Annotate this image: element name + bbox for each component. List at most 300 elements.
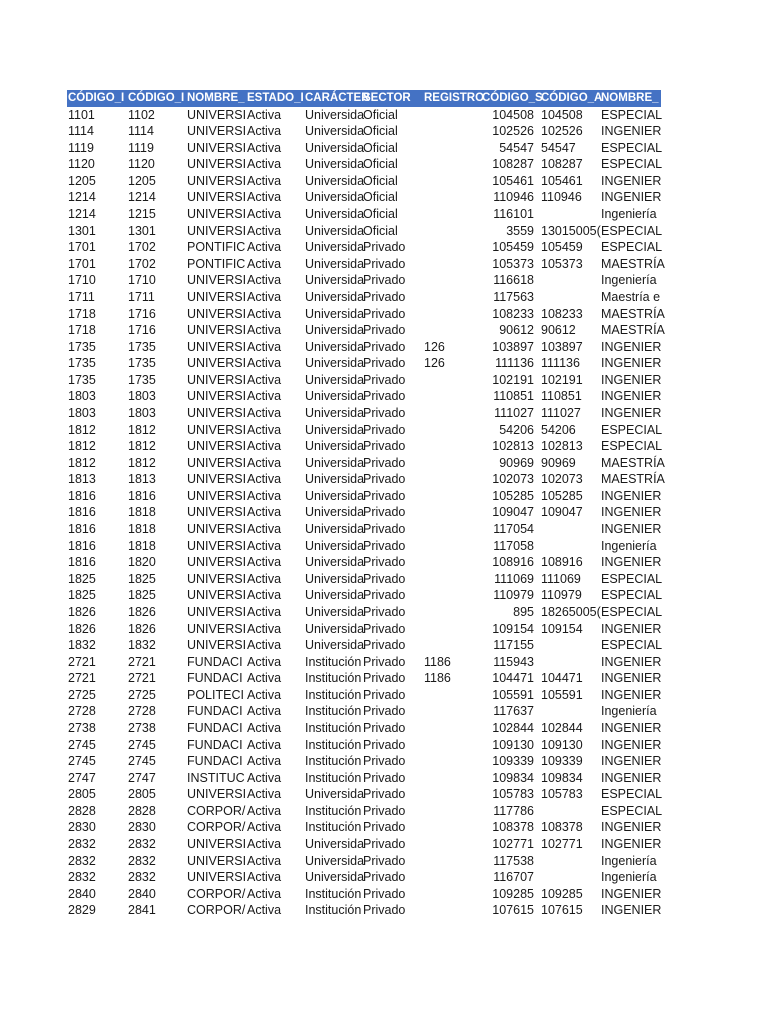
table-cell[interactable]: 1825 (68, 571, 96, 586)
table-cell[interactable]: Activa (247, 306, 282, 321)
table-cell[interactable]: Ingeniería (601, 273, 657, 288)
table-cell[interactable]: 1735 (68, 372, 96, 387)
table-cell[interactable]: Universida (305, 555, 365, 570)
table-cell[interactable]: 115943 (493, 654, 534, 669)
table-cell[interactable]: Institución (305, 770, 362, 785)
table-cell[interactable]: 2832 (128, 853, 156, 868)
table-cell[interactable]: 1735 (128, 356, 156, 371)
table-cell[interactable]: 109154 (492, 621, 534, 636)
table-cell[interactable]: 3559 (506, 223, 534, 238)
table-cell[interactable]: Privado (363, 555, 406, 570)
table-cell[interactable]: 105591 (541, 687, 583, 702)
table-cell[interactable]: 1816 (68, 538, 96, 553)
table-cell[interactable]: Universida (305, 638, 365, 653)
table-cell[interactable]: 2747 (68, 770, 96, 785)
table-cell[interactable]: 117058 (493, 538, 534, 553)
table-cell[interactable]: Privado (363, 256, 406, 271)
table-cell[interactable]: Activa (247, 522, 282, 537)
table-cell[interactable]: INGENIER (601, 173, 662, 188)
table-cell[interactable]: Privado (363, 505, 406, 520)
table-cell[interactable]: 110851 (541, 389, 582, 404)
table-cell[interactable]: 116101 (493, 207, 534, 222)
table-cell[interactable]: Activa (247, 671, 282, 686)
table-cell[interactable]: Activa (247, 803, 282, 818)
table-cell[interactable]: Privado (363, 720, 406, 735)
table-cell[interactable]: 2745 (68, 737, 96, 752)
table-cell[interactable]: 102526 (541, 124, 583, 139)
table-cell[interactable]: INGENIER (601, 389, 662, 404)
table-cell[interactable]: UNIVERSI (187, 588, 247, 603)
table-cell[interactable]: 1716 (128, 323, 156, 338)
table-cell[interactable]: 104508 (541, 107, 583, 122)
table-cell[interactable]: 2728 (68, 704, 96, 719)
table-cell[interactable]: 102771 (541, 837, 583, 852)
table-cell[interactable]: 102844 (541, 720, 583, 735)
table-cell[interactable]: Activa (247, 638, 282, 653)
table-cell[interactable]: CORPOR/ (187, 803, 246, 818)
table-cell[interactable]: 1301 (128, 223, 156, 238)
table-cell[interactable]: ESPECIAL (601, 571, 663, 586)
table-cell[interactable]: 1816 (68, 505, 96, 520)
table-cell[interactable]: 1803 (68, 405, 96, 420)
table-cell[interactable]: Activa (247, 289, 282, 304)
table-cell[interactable]: 108916 (541, 555, 583, 570)
table-cell[interactable]: Privado (363, 538, 406, 553)
table-cell[interactable]: UNIVERSI (187, 472, 247, 487)
table-cell[interactable]: 1816 (128, 488, 156, 503)
table-cell[interactable]: 90612 (541, 323, 576, 338)
table-cell[interactable]: UNIVERSI (187, 837, 247, 852)
table-cell[interactable]: 1215 (128, 207, 156, 222)
table-cell[interactable]: 2721 (68, 671, 96, 686)
table-cell[interactable]: 1803 (128, 389, 156, 404)
table-cell[interactable]: 1813 (68, 472, 96, 487)
table-cell[interactable]: UNIVERSI (187, 638, 247, 653)
table-cell[interactable]: ESPECIAL (601, 588, 663, 603)
table-cell[interactable]: 2725 (68, 687, 96, 702)
table-cell[interactable]: 1818 (128, 505, 156, 520)
table-cell[interactable]: UNIVERSI (187, 356, 247, 371)
table-cell[interactable]: Privado (363, 903, 406, 918)
table-cell[interactable]: INGENIER (601, 405, 662, 420)
table-cell[interactable]: 2832 (68, 853, 96, 868)
table-cell[interactable]: Ingeniería (601, 704, 657, 719)
table-cell[interactable]: Ingeniería (601, 870, 657, 885)
table-cell[interactable]: 111069 (494, 571, 534, 586)
table-cell[interactable]: UNIVERSI (187, 289, 247, 304)
table-cell[interactable]: 2745 (128, 737, 156, 752)
table-cell[interactable]: 102813 (541, 439, 583, 454)
table-cell[interactable]: Activa (247, 190, 282, 205)
table-cell[interactable]: 1812 (128, 455, 156, 470)
table-cell[interactable]: 109339 (492, 754, 534, 769)
column-header[interactable]: CÓDIGO_I (68, 92, 125, 104)
table-cell[interactable]: 1214 (68, 190, 96, 205)
table-cell[interactable]: 1826 (68, 604, 96, 619)
table-cell[interactable]: Activa (247, 754, 282, 769)
table-cell[interactable]: Activa (247, 256, 282, 271)
table-cell[interactable]: Universida (305, 157, 365, 172)
table-cell[interactable]: Activa (247, 488, 282, 503)
table-cell[interactable]: Institución (305, 886, 362, 901)
table-cell[interactable]: Privado (363, 787, 406, 802)
table-cell[interactable]: Activa (247, 107, 282, 122)
table-cell[interactable]: UNIVERSI (187, 870, 247, 885)
table-cell[interactable]: UNIVERSI (187, 223, 247, 238)
table-cell[interactable]: 109285 (541, 886, 583, 901)
column-header[interactable]: ESTADO_I (247, 92, 304, 104)
table-cell[interactable]: Universida (305, 140, 365, 155)
table-cell[interactable]: Activa (247, 787, 282, 802)
table-cell[interactable]: 104471 (541, 671, 583, 686)
table-cell[interactable]: Activa (247, 173, 282, 188)
table-cell[interactable]: 2832 (68, 870, 96, 885)
table-cell[interactable]: 109130 (541, 737, 583, 752)
table-cell[interactable]: INGENIER (601, 621, 662, 636)
table-cell[interactable]: Activa (247, 356, 282, 371)
table-cell[interactable]: 105285 (541, 488, 583, 503)
table-cell[interactable]: INGENIER (601, 737, 662, 752)
table-cell[interactable]: 1820 (128, 555, 156, 570)
table-cell[interactable]: UNIVERSI (187, 455, 247, 470)
table-cell[interactable]: Privado (363, 638, 406, 653)
table-cell[interactable]: 1735 (128, 339, 156, 354)
table-cell[interactable]: 117637 (493, 704, 534, 719)
table-cell[interactable]: CORPOR/ (187, 820, 246, 835)
table-cell[interactable]: 1120 (128, 157, 155, 172)
table-cell[interactable]: MAESTRÍA (601, 323, 665, 338)
table-cell[interactable]: Privado (363, 422, 406, 437)
table-cell[interactable]: 1701 (68, 240, 96, 255)
table-cell[interactable]: INGENIER (601, 372, 662, 387)
table-cell[interactable]: 117054 (493, 522, 534, 537)
table-cell[interactable]: 105459 (541, 240, 583, 255)
table-cell[interactable]: Activa (247, 422, 282, 437)
table-cell[interactable]: 1301 (68, 223, 96, 238)
table-cell[interactable]: 1711 (68, 289, 95, 304)
table-cell[interactable]: Privado (363, 687, 406, 702)
table-cell[interactable]: Privado (363, 704, 406, 719)
table-cell[interactable]: 110946 (493, 190, 534, 205)
table-cell[interactable]: Activa (247, 604, 282, 619)
table-cell[interactable]: Privado (363, 737, 406, 752)
table-cell[interactable]: ESPECIAL (601, 157, 663, 172)
table-cell[interactable]: 102771 (492, 837, 534, 852)
table-cell[interactable]: 2721 (128, 654, 156, 669)
table-cell[interactable]: 109047 (492, 505, 534, 520)
table-cell[interactable]: FUNDACI (187, 737, 243, 752)
table-cell[interactable]: UNIVERSI (187, 323, 247, 338)
table-cell[interactable]: 102191 (492, 372, 534, 387)
column-header[interactable]: SECTOR (363, 92, 411, 104)
table-cell[interactable]: 2830 (68, 820, 96, 835)
table-cell[interactable]: 1702 (128, 240, 156, 255)
table-cell[interactable]: 2747 (128, 770, 156, 785)
table-cell[interactable]: 1711 (128, 289, 155, 304)
table-cell[interactable]: 1825 (128, 571, 156, 586)
table-cell[interactable]: Oficial (363, 190, 398, 205)
table-cell[interactable]: Activa (247, 157, 282, 172)
table-cell[interactable]: Universida (305, 223, 365, 238)
table-cell[interactable]: Institución (305, 803, 362, 818)
table-cell[interactable]: 1818 (128, 522, 156, 537)
table-cell[interactable]: Activa (247, 737, 282, 752)
table-cell[interactable]: 107615 (492, 903, 534, 918)
table-cell[interactable]: MAESTRÍA (601, 306, 665, 321)
table-cell[interactable]: 1718 (68, 323, 96, 338)
table-cell[interactable]: Institución (305, 737, 362, 752)
table-cell[interactable]: Universida (305, 853, 365, 868)
table-cell[interactable]: 1826 (128, 621, 156, 636)
table-cell[interactable]: 105373 (492, 256, 534, 271)
table-cell[interactable]: Institución (305, 754, 362, 769)
table-cell[interactable]: Privado (363, 339, 406, 354)
table-cell[interactable]: 108233 (492, 306, 534, 321)
table-cell[interactable]: 1812 (128, 422, 156, 437)
table-cell[interactable]: 1818 (128, 538, 156, 553)
table-cell[interactable]: 1102 (128, 107, 155, 122)
table-cell[interactable]: 1186 (424, 671, 451, 686)
table-cell[interactable]: Universida (305, 273, 365, 288)
table-cell[interactable]: 1832 (68, 638, 96, 653)
table-cell[interactable]: 109154 (541, 621, 583, 636)
table-cell[interactable]: Activa (247, 124, 282, 139)
table-cell[interactable]: 90612 (499, 323, 534, 338)
table-cell[interactable]: Privado (363, 571, 406, 586)
table-cell[interactable]: ESPECIAL (601, 787, 663, 802)
table-cell[interactable]: 105783 (492, 787, 534, 802)
table-cell[interactable]: 1816 (68, 488, 96, 503)
table-cell[interactable]: 126 (424, 356, 445, 371)
table-cell[interactable]: Privado (363, 803, 406, 818)
table-cell[interactable]: Universida (305, 787, 365, 802)
table-cell[interactable]: 1826 (128, 604, 156, 619)
table-cell[interactable]: 2840 (68, 886, 96, 901)
table-cell[interactable]: UNIVERSI (187, 207, 247, 222)
table-cell[interactable]: Privado (363, 870, 406, 885)
table-cell[interactable]: 54206 (541, 422, 576, 437)
table-cell[interactable]: INGENIER (601, 820, 662, 835)
table-cell[interactable]: 2829 (68, 903, 96, 918)
table-cell[interactable]: Universida (305, 173, 365, 188)
table-cell[interactable]: MAESTRÍA (601, 472, 665, 487)
column-header[interactable]: CARÁCTER (305, 92, 370, 104)
table-cell[interactable]: 2828 (68, 803, 96, 818)
table-cell[interactable]: Activa (247, 853, 282, 868)
table-cell[interactable]: UNIVERSI (187, 604, 247, 619)
table-cell[interactable]: Activa (247, 903, 282, 918)
table-cell[interactable]: 109047 (541, 505, 583, 520)
table-cell[interactable]: Institución (305, 654, 362, 669)
table-cell[interactable]: Privado (363, 472, 406, 487)
table-cell[interactable]: UNIVERSI (187, 306, 247, 321)
table-cell[interactable]: Universida (305, 207, 365, 222)
table-cell[interactable]: CORPOR/ (187, 903, 246, 918)
table-cell[interactable]: 1803 (68, 389, 96, 404)
table-cell[interactable]: Privado (363, 770, 406, 785)
table-cell[interactable]: 1710 (68, 273, 96, 288)
table-cell[interactable]: 108287 (492, 157, 534, 172)
table-cell[interactable]: Privado (363, 488, 406, 503)
table-cell[interactable]: Privado (363, 604, 406, 619)
table-cell[interactable]: ESPECIAL (601, 140, 663, 155)
table-cell[interactable]: Ingeniería (601, 207, 657, 222)
table-cell[interactable]: Universida (305, 256, 365, 271)
table-cell[interactable]: UNIVERSI (187, 157, 247, 172)
table-cell[interactable]: Universida (305, 455, 365, 470)
table-cell[interactable]: Activa (247, 240, 282, 255)
table-cell[interactable]: Institución (305, 671, 362, 686)
table-cell[interactable]: 2832 (128, 870, 156, 885)
table-cell[interactable]: Activa (247, 207, 282, 222)
table-cell[interactable]: 105459 (492, 240, 534, 255)
table-cell[interactable]: INGENIER (601, 124, 662, 139)
table-cell[interactable]: 126 (424, 339, 445, 354)
table-cell[interactable]: 54547 (541, 140, 576, 155)
table-cell[interactable]: Activa (247, 886, 282, 901)
table-cell[interactable]: UNIVERSI (187, 422, 247, 437)
table-cell[interactable]: 1710 (128, 273, 156, 288)
table-cell[interactable]: 1825 (128, 588, 156, 603)
table-cell[interactable]: UNIVERSI (187, 538, 247, 553)
table-cell[interactable]: 1735 (68, 339, 96, 354)
column-header[interactable]: NOMBRE_ (601, 92, 659, 104)
table-cell[interactable]: Privado (363, 588, 406, 603)
table-cell[interactable]: Privado (363, 289, 406, 304)
table-cell[interactable]: Privado (363, 837, 406, 852)
table-cell[interactable]: 111027 (494, 405, 534, 420)
table-cell[interactable]: Activa (247, 273, 282, 288)
table-cell[interactable]: Universida (305, 472, 365, 487)
table-cell[interactable]: Universida (305, 339, 365, 354)
table-cell[interactable]: 109130 (492, 737, 534, 752)
table-cell[interactable]: 117155 (493, 638, 534, 653)
table-cell[interactable]: Activa (247, 770, 282, 785)
table-cell[interactable]: 2832 (68, 837, 96, 852)
table-cell[interactable]: ESPECIAL (601, 604, 663, 619)
table-cell[interactable]: UNIVERSI (187, 372, 247, 387)
table-cell[interactable]: ESPECIAL (601, 638, 663, 653)
table-cell[interactable]: 1214 (128, 190, 156, 205)
table-cell[interactable]: 105461 (492, 173, 534, 188)
table-cell[interactable]: 103897 (541, 339, 583, 354)
table-cell[interactable]: Privado (363, 671, 406, 686)
table-cell[interactable]: Activa (247, 405, 282, 420)
table-cell[interactable]: Universida (305, 588, 365, 603)
table-cell[interactable]: 117538 (493, 853, 534, 868)
table-cell[interactable]: INSTITUC (187, 770, 245, 785)
table-cell[interactable]: Ingeniería (601, 853, 657, 868)
table-cell[interactable]: 2841 (128, 903, 156, 918)
table-cell[interactable]: FUNDACI (187, 720, 243, 735)
table-cell[interactable]: 1812 (68, 455, 96, 470)
table-cell[interactable]: 105783 (541, 787, 583, 802)
table-cell[interactable]: Universida (305, 323, 365, 338)
column-header[interactable]: REGISTRO (424, 92, 485, 104)
table-cell[interactable]: Privado (363, 853, 406, 868)
table-cell[interactable]: Activa (247, 140, 282, 155)
table-cell[interactable]: 1701 (68, 256, 96, 271)
table-cell[interactable]: Institución (305, 720, 362, 735)
table-cell[interactable]: 108378 (541, 820, 583, 835)
table-cell[interactable]: POLITECI (187, 687, 244, 702)
table-cell[interactable]: PONTIFIC (187, 240, 246, 255)
table-cell[interactable]: Universida (305, 439, 365, 454)
table-cell[interactable]: Universida (305, 837, 365, 852)
table-cell[interactable]: Ingeniería (601, 538, 657, 553)
table-cell[interactable]: 110851 (493, 389, 534, 404)
table-cell[interactable]: Privado (363, 372, 406, 387)
table-cell[interactable]: UNIVERSI (187, 389, 247, 404)
table-cell[interactable]: 1812 (68, 422, 96, 437)
table-cell[interactable]: 1101 (68, 107, 95, 122)
table-cell[interactable]: 1816 (68, 555, 96, 570)
table-cell[interactable]: 108378 (492, 820, 534, 835)
table-cell[interactable]: 102526 (492, 124, 534, 139)
table-cell[interactable]: Activa (247, 588, 282, 603)
table-cell[interactable]: 2832 (128, 837, 156, 852)
table-cell[interactable]: ESPECIAL (601, 803, 663, 818)
table-cell[interactable]: 1812 (128, 439, 156, 454)
table-cell[interactable]: Universida (305, 372, 365, 387)
table-cell[interactable]: 109834 (492, 770, 534, 785)
table-cell[interactable]: 104471 (492, 671, 534, 686)
table-cell[interactable]: UNIVERSI (187, 505, 247, 520)
table-cell[interactable]: Universida (305, 870, 365, 885)
table-cell[interactable]: INGENIER (601, 339, 662, 354)
table-cell[interactable]: 2738 (68, 720, 96, 735)
table-cell[interactable]: 1205 (128, 173, 156, 188)
table-cell[interactable]: 111027 (541, 405, 581, 420)
table-cell[interactable]: Privado (363, 389, 406, 404)
table-cell[interactable]: Activa (247, 870, 282, 885)
table-cell[interactable]: 2728 (128, 704, 156, 719)
table-cell[interactable]: 1214 (68, 207, 96, 222)
table-cell[interactable]: Activa (247, 654, 282, 669)
table-cell[interactable]: 103897 (492, 339, 534, 354)
table-cell[interactable]: Privado (363, 240, 406, 255)
table-cell[interactable]: Institución (305, 903, 362, 918)
table-cell[interactable]: 110979 (493, 588, 534, 603)
table-cell[interactable]: INGENIER (601, 190, 662, 205)
table-cell[interactable]: INGENIER (601, 522, 662, 537)
table-cell[interactable]: 1120 (68, 157, 95, 172)
table-cell[interactable]: Universida (305, 522, 365, 537)
table-cell[interactable]: Activa (247, 538, 282, 553)
table-cell[interactable]: 2805 (68, 787, 96, 802)
table-cell[interactable]: UNIVERSI (187, 439, 247, 454)
table-cell[interactable]: Activa (247, 472, 282, 487)
table-cell[interactable]: Institución (305, 704, 362, 719)
table-cell[interactable]: Activa (247, 505, 282, 520)
table-cell[interactable]: 2745 (68, 754, 96, 769)
table-cell[interactable]: Privado (363, 323, 406, 338)
table-cell[interactable]: Universida (305, 289, 365, 304)
table-cell[interactable]: Institución (305, 820, 362, 835)
table-cell[interactable]: 110946 (541, 190, 582, 205)
table-cell[interactable]: 105461 (541, 173, 583, 188)
table-cell[interactable]: Universida (305, 107, 365, 122)
table-cell[interactable]: 109834 (541, 770, 583, 785)
table-cell[interactable]: Activa (247, 621, 282, 636)
table-cell[interactable]: INGENIER (601, 837, 662, 852)
table-cell[interactable]: Universida (305, 505, 365, 520)
table-cell[interactable]: Privado (363, 455, 406, 470)
table-cell[interactable]: UNIVERSI (187, 273, 247, 288)
column-header[interactable]: NOMBRE_ (187, 92, 245, 104)
table-cell[interactable]: 1718 (68, 306, 96, 321)
table-cell[interactable]: 2805 (128, 787, 156, 802)
